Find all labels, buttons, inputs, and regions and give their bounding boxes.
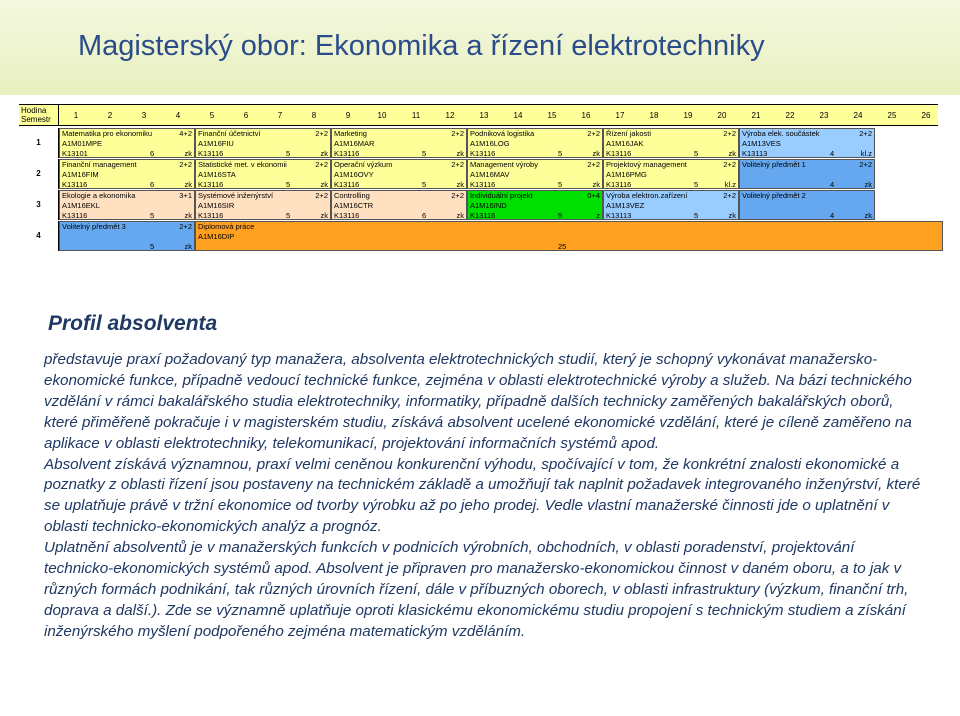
course-credits: 5 [694,180,699,189]
course-department: K13116 [198,149,224,158]
column-number: 12 [445,111,455,120]
course-cell [603,128,739,158]
course-hours: 2+2 [451,129,464,138]
course-completion: zk [864,180,872,189]
course-code: A1M16LOG [470,139,510,148]
course-department: K13113 [742,149,768,158]
course-cell [739,159,875,189]
column-number: 19 [683,111,693,120]
course-cell [467,159,603,189]
table-header-row [19,104,938,126]
course-cell [467,190,603,220]
course-credits: 4 [830,211,835,220]
column-number: 2 [107,111,113,120]
course-cell [603,159,739,189]
column-number: 8 [311,111,317,120]
course-department: K13116 [334,149,360,158]
header-label: Hodina Semestr [19,105,59,125]
column-number: 21 [751,111,761,120]
column-number: 11 [411,111,421,120]
semester-label: 4 [19,221,59,251]
course-code: A1M01MPE [62,139,103,148]
course-completion: zk [184,211,192,220]
course-credits: 6 [422,211,427,220]
course-name: Finanční účetnictví [198,129,261,138]
course-code: A1M16MAR [334,139,375,148]
course-cell [331,128,467,158]
course-code: A1M16FIU [198,139,234,148]
course-completion: zk [592,180,600,189]
course-completion: zk [320,180,328,189]
course-code: A1M13VES [742,139,781,148]
course-code: A1M16IND [470,201,507,210]
course-department: K13116 [62,180,88,189]
column-number: 18 [649,111,659,120]
course-name: Marketing [334,129,367,138]
course-completion: kl.z [724,180,736,189]
course-name: Finanční management [62,160,137,169]
course-code: A1M13VEZ [606,201,645,210]
course-department: K13116 [62,211,88,220]
course-cell [59,159,195,189]
course-name: Výroba elektron.zařízení [606,191,688,200]
course-cell [195,190,331,220]
course-department: K13113 [606,211,632,220]
course-completion: z [596,211,600,220]
column-number: 22 [785,111,795,120]
column-number: 3 [141,111,147,120]
course-credits: 4 [830,149,835,158]
column-number: 14 [513,111,523,120]
course-cell [467,128,603,158]
course-cell [59,190,195,220]
course-cell [331,159,467,189]
column-number: 23 [819,111,829,120]
course-credits: 5 [150,242,155,251]
course-hours: 2+2 [587,129,600,138]
course-hours: 2+2 [859,160,872,169]
course-department: K13116 [470,180,496,189]
course-name: Projektový management [606,160,687,169]
course-hours: 3+1 [179,191,192,200]
profil-title: Profil absolventa [48,312,218,335]
column-number: 15 [547,111,557,120]
course-hours: 2+2 [723,160,736,169]
course-completion: zk [320,211,328,220]
column-number: 6 [243,111,249,120]
course-cell [331,190,467,220]
semester-label: 2 [19,159,59,189]
course-credits: 5 [150,211,155,220]
column-number: 5 [209,111,215,120]
course-credits: 5 [694,211,699,220]
course-department: K13101 [62,149,88,158]
course-department: K13116 [198,211,224,220]
course-credits: 5 [558,180,563,189]
course-cell [59,221,195,251]
column-number: 24 [853,111,863,120]
course-department: K13116 [198,180,224,189]
course-name: Controlling [334,191,370,200]
semester-label: 1 [19,128,59,158]
course-completion: zk [456,180,464,189]
course-code: A1M16MAV [470,170,510,179]
column-number: 1 [73,111,79,120]
course-completion: kl.z [860,149,872,158]
column-number: 4 [175,111,181,120]
course-credits: 5 [558,211,563,220]
course-department: K13116 [606,180,632,189]
course-credits: 5 [422,149,427,158]
course-credits: 5 [422,180,427,189]
profil-text [44,350,924,643]
course-hours: 2+2 [723,191,736,200]
course-name: Diplomová práce [198,222,255,231]
curriculum-table [19,104,938,252]
course-code: A1M16EKL [62,201,100,210]
column-number: 17 [615,111,625,120]
title-band [0,0,960,95]
course-credits: 5 [286,211,291,220]
course-name: Individuální projekt [470,191,533,200]
course-credits: 5 [286,149,291,158]
course-credits: 6 [150,180,155,189]
course-hours: 2+2 [451,160,464,169]
course-completion: zk [456,211,464,220]
course-hours: 2+2 [179,160,192,169]
course-completion: zk [728,211,736,220]
course-name: Statistické met. v ekonomii [198,160,287,169]
course-name: Volitelný předmět 3 [62,222,126,231]
course-name: Management výroby [470,160,538,169]
semester-label: 3 [19,190,59,220]
course-department: K13116 [334,211,360,220]
course-name: Volitelný předmět 2 [742,191,806,200]
profil-paragraph: představuje praxí požadovaný typ manažera, absolventa elektrotechnických studií, který je schopný vykonávat manažersko-ekonomické funkce, případně vedoucí technické funkce, zejména v oblasti elektrotechnické výroby a služeb. Na bázi technického vzdělání v rámci bakalářského studia elektrotechniky, informatiky, případně dalších technicky zaměřených bakalářských oborů, které přiměřeně pokračuje i v magisterském studiu, získává absolvent ucelené ekonomické vzdělání, které je cíleně zaměřeno na aplikace v oblasti elektrotechniky, telekomunikací, projektování informačních systémů apod. [44,351,912,452]
course-cell [739,128,875,158]
course-completion: zk [184,242,192,251]
course-code: A1M16FIM [62,170,99,179]
course-department: K13116 [470,149,496,158]
course-credits: 6 [150,149,155,158]
course-completion: zk [592,149,600,158]
course-hours: 0+4 [587,191,600,200]
course-hours: 2+2 [315,129,328,138]
course-credits: 4 [830,180,835,189]
course-code: A1M16PMG [606,170,647,179]
course-cell [603,190,739,220]
course-hours: 2+2 [179,222,192,231]
column-number: 25 [887,111,897,120]
course-credits: 5 [286,180,291,189]
column-number: 26 [921,111,931,120]
course-hours: 2+2 [315,191,328,200]
course-name: Volitelný předmět 1 [742,160,806,169]
course-completion: zk [728,149,736,158]
course-department: K13116 [334,180,360,189]
course-name: Výroba elek. součástek [742,129,820,138]
column-number: 13 [479,111,489,120]
course-code: A1M16DIP [198,232,235,241]
course-name: Podniková logistika [470,129,535,138]
column-number: 10 [377,111,387,120]
course-credits: 5 [558,149,563,158]
course-name: Operační výzkum [334,160,393,169]
course-hours: 2+2 [451,191,464,200]
course-completion: zk [456,149,464,158]
course-code: A1M16OVY [334,170,374,179]
course-hours: 4+2 [179,129,192,138]
course-completion: zk [184,149,192,158]
course-completion: zk [184,180,192,189]
course-name: Řízení jakosti [606,129,652,138]
course-credits: 25 [558,242,567,251]
course-cell [195,159,331,189]
course-code: A1M16CTR [334,201,374,210]
column-number: 9 [345,111,351,120]
column-number: 16 [581,111,591,120]
course-hours: 2+2 [315,160,328,169]
course-completion: zk [320,149,328,158]
page-title: Magisterský obor: Ekonomika a řízení elektrotechniky [78,30,765,62]
profil-paragraph: Uplatnění absolventů je v manažerských funkcích v podnicích výrobních, obchodních, v oblasti poradenství, projektování technicko-ekonomických systémů apod. Absolvent je připraven pro manažersko-ekonomickou činnost v daném oboru, a to jak v různých formách podnikání, tak různých úrovních řízení, dále v příbuzných oborech, v oblasti infrastruktury (výzkum, finanční trh, doprava a další.). Zde se významně uplatňuje oproti klasickému ekonomickému studiu propojení s technickým studiem a získání inženýrského myšlení podpořeného zejména matematickým vzděláním. [44,539,909,640]
course-hours: 2+2 [587,160,600,169]
course-completion: zk [864,211,872,220]
course-cell [195,128,331,158]
course-cell [59,128,195,158]
course-cell [739,190,875,220]
course-code: A1M16JAK [606,139,644,148]
course-credits: 5 [694,149,699,158]
course-name: Systémové inženýrství [198,191,274,200]
course-hours: 2+2 [859,129,872,138]
course-department: K13116 [470,211,496,220]
course-hours: 2+2 [723,129,736,138]
course-department: K13116 [606,149,632,158]
course-cell [195,221,943,251]
course-name: Matematika pro ekonomiku [62,129,153,138]
course-name: Ekologie a ekonomika [62,191,136,200]
column-number: 20 [717,111,727,120]
course-code: A1M16SIR [198,201,235,210]
column-number: 7 [277,111,283,120]
course-code: A1M16STA [198,170,236,179]
profil-paragraph: Absolvent získává významnou, praxí velmi ceněnou konkurenční výhodu, spočívající v tom, že konkrétní znalosti ekonomické a poznatky z oblasti řízení jsou postaveny na technickém základě a umožňují tak naplnit požadavek integrovaného inženýrství, které se uplatňuje právě v tržní ekonomice od tvorby výrobku až po jeho prodej. Vedle vlastní manažerské činnosti jde o uplatnění v oblasti technicko-ekonomických analýz a prognóz. [44,455,921,536]
